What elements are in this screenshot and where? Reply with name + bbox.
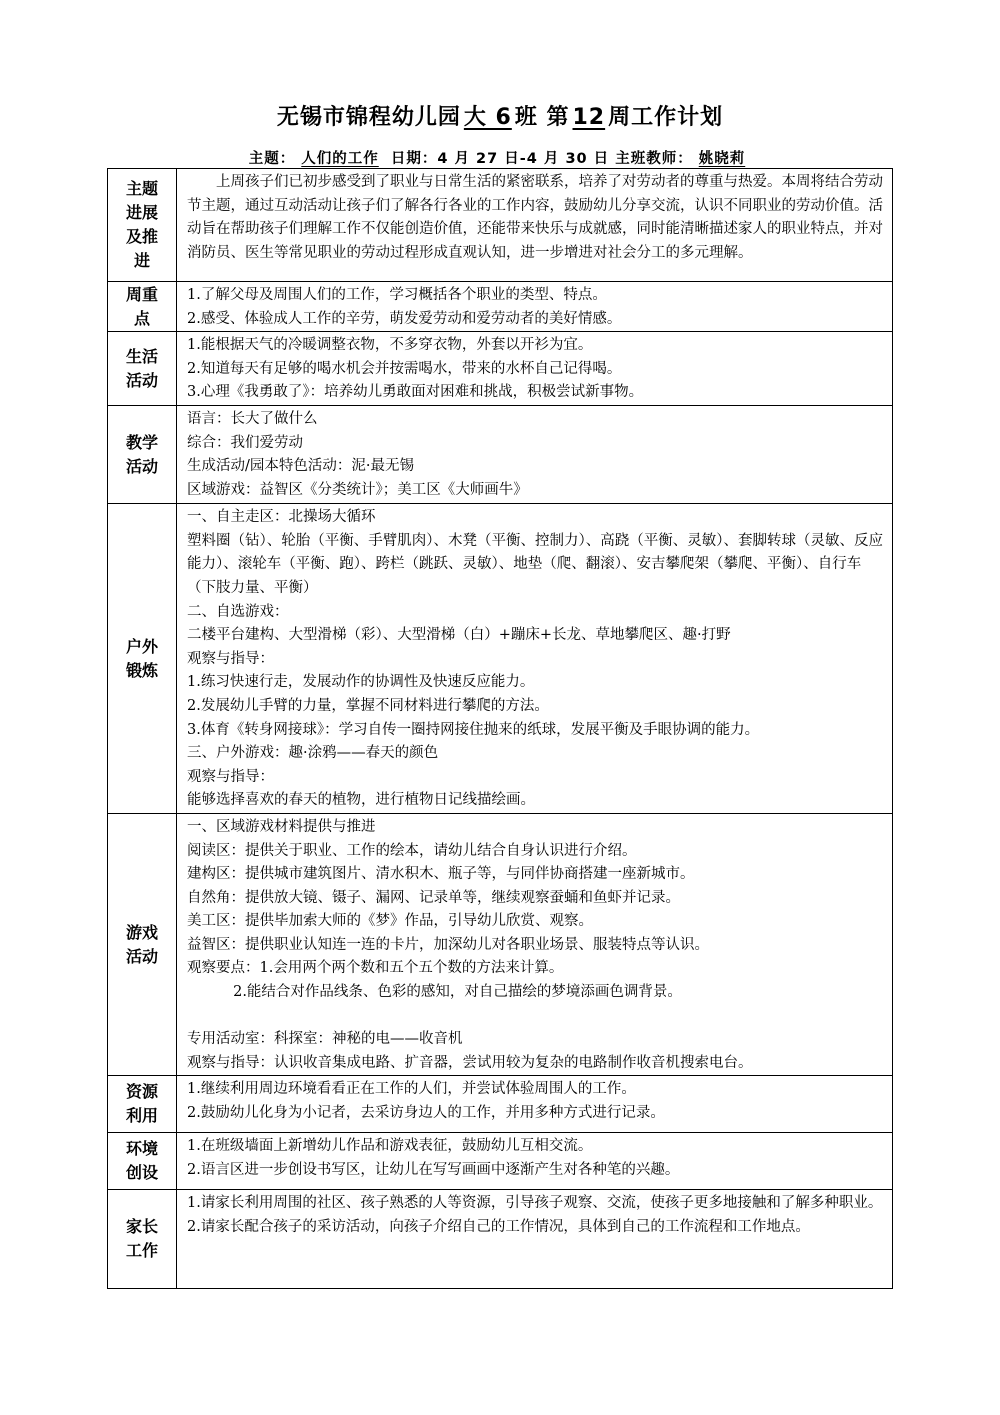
blank-line — [187, 1005, 886, 1029]
row-content: 一、自主走区：北操场大循环 塑料圈（钻）、轮胎（平衡、手臂肌肉）、木凳（平衡、控制力）、高跷（平衡、灵敏）、套脚转球（灵敏、反应能力）、滚轮车（平衡、跑）、跨栏（跳跃、灵敏）、地垫（爬、翻滚）、安吉攀爬架（攀爬、平衡）、自行车（下肢力量、平衡） 二、自选游戏： 二楼平台建构、大型滑梯（彩）、大型滑梯（白）+蹦床+长龙、草地攀爬区、趣·打野 观察与指导： 1.练习快速行走，发展动作的协调性及快速反应能力。 2.发展幼儿手臂的力量，掌握不同材料进行攀爬的方法。 3.体育《转身网接球》：学习自传一圈持网接住抛来的纸球，发展平衡及手眼协调的能力。 三、户外游戏：趣·涂鸦——春天的颜色 观察与指导： 能够选择喜欢的春天的植物，进行植物日记线描绘画。 — [177, 504, 893, 814]
row-label: 主题进展及推进 — [108, 169, 177, 282]
page-title — [0, 100, 1000, 131]
row-label: 环境创设 — [108, 1133, 177, 1190]
row-content: 1.继续利用周边环境看看正在工作的人们，并尝试体验周围人的工作。 2.鼓励幼儿化身为小记者，去采访身边人的工作，并用多种方式进行记录。 — [177, 1076, 893, 1133]
row-teaching — [108, 406, 893, 504]
teacher-label: 主班教师： — [615, 151, 693, 167]
row-environment — [108, 1133, 893, 1190]
row-content: 1.请家长利用周围的社区、孩子熟悉的人等资源，引导孩子观察、交流，使孩子更多地接触和了解多种职业。 2.请家长配合孩子的采访活动，向孩子介绍自己的工作情况，具体到自己的工作流程和工作地点。 — [177, 1190, 893, 1289]
row-content: 1.能根据天气的冷暖调整衣物，不多穿衣物，外套以开衫为宜。 2.知道每天有足够的喝水机会并按需喝水，带来的水杯自己记得喝。 3.心理《我勇敢了》：培养幼儿勇敢面对困难和挑战，积极尝试新事物。 — [177, 332, 893, 406]
row-progress — [108, 169, 893, 282]
plan-info — [0, 147, 1000, 168]
row-content: 一、区域游戏材料提供与推进 阅读区：提供关于职业、工作的绘本，请幼儿结合自身认识进行介绍。 建构区：提供城市建筑图片、清水积木、瓶子等，与同伴协商搭建一座新城市。 自然角：提供放大镜、镊子、漏网、记录单等，继续观察蚕蛹和鱼虾并记录。 美工区：提供毕加索大师的《梦》作品，引导幼儿欣赏、观察。 益智区：提供职业认知连一连的卡片，加深幼儿对各职业场景、服装特点等认识。 观察要点：1.会用两个两个数和五个五个数的方法来计算。 2.能结合对作品线条、色彩的感知，对自己描绘的梦境添画色调背景。 专用活动室：科探室：神秘的电——收音机 观察与指导：认识收音集成电路、扩音器，尝试用较为复杂的电路制作收音机搜索电台。 — [177, 813, 893, 1076]
row-label: 户外锻炼 — [108, 504, 177, 814]
row-resources — [108, 1076, 893, 1133]
row-label: 周重点 — [108, 282, 177, 332]
row-parents — [108, 1190, 893, 1289]
row-label: 资源利用 — [108, 1076, 177, 1133]
date-value: 4 月 27 日-4 月 30 日 — [437, 151, 610, 167]
row-label: 游戏活动 — [108, 813, 177, 1076]
theme-value: 人们的工作 — [301, 151, 379, 167]
weekly-plan-table — [107, 168, 893, 1289]
row-content: 1.在班级墙面上新增幼儿作品和游戏表征，鼓励幼儿互相交流。 2.语言区进一步创设书写区，让幼儿在写写画画中逐渐产生对各种笔的兴趣。 — [177, 1133, 893, 1190]
week-number: 12 — [572, 105, 606, 130]
row-outdoor — [108, 504, 893, 814]
class-name: 大 6 — [463, 105, 512, 130]
row-label: 家长工作 — [108, 1190, 177, 1289]
teacher-value: 姚晓莉 — [698, 151, 746, 167]
title-prefix: 无锡市锦程幼儿园 — [276, 105, 461, 130]
row-label: 生活活动 — [108, 332, 177, 406]
row-label: 教学活动 — [108, 406, 177, 504]
theme-label: 主题： — [248, 151, 296, 167]
title-suffix: 周工作计划 — [608, 105, 724, 130]
row-content: 语言：长大了做什么 综合：我们爱劳动 生成活动/园本特色活动：泥·最无锡 区域游戏：益智区《分类统计》；美工区《大师画牛》 — [177, 406, 893, 504]
row-life — [108, 332, 893, 406]
row-games — [108, 813, 893, 1076]
row-content: 1.了解父母及周围人们的工作，学习概括各个职业的类型、特点。 2.感受、体验成人工作的辛劳，萌发爱劳动和爱劳动者的美好情感。 — [177, 282, 893, 332]
row-focus — [108, 282, 893, 332]
class-suffix: 班 第 — [514, 105, 570, 130]
date-label: 日期： — [390, 151, 438, 167]
row-content: 上周孩子们已初步感受到了职业与日常生活的紧密联系，培养了对劳动者的尊重与热爱。本周将结合劳动节主题，通过互动活动让孩子们了解各行各业的工作内容，鼓励幼儿分享交流，认识不同职业的劳动价值。活动旨在帮助孩子们理解工作不仅能创造价值，还能带来快乐与成就感，同时能清晰描述家人的职业特点，并对消防员、医生等常见职业的劳动过程形成直观认知，进一步增进对社会分工的多元理解。 — [177, 169, 893, 282]
